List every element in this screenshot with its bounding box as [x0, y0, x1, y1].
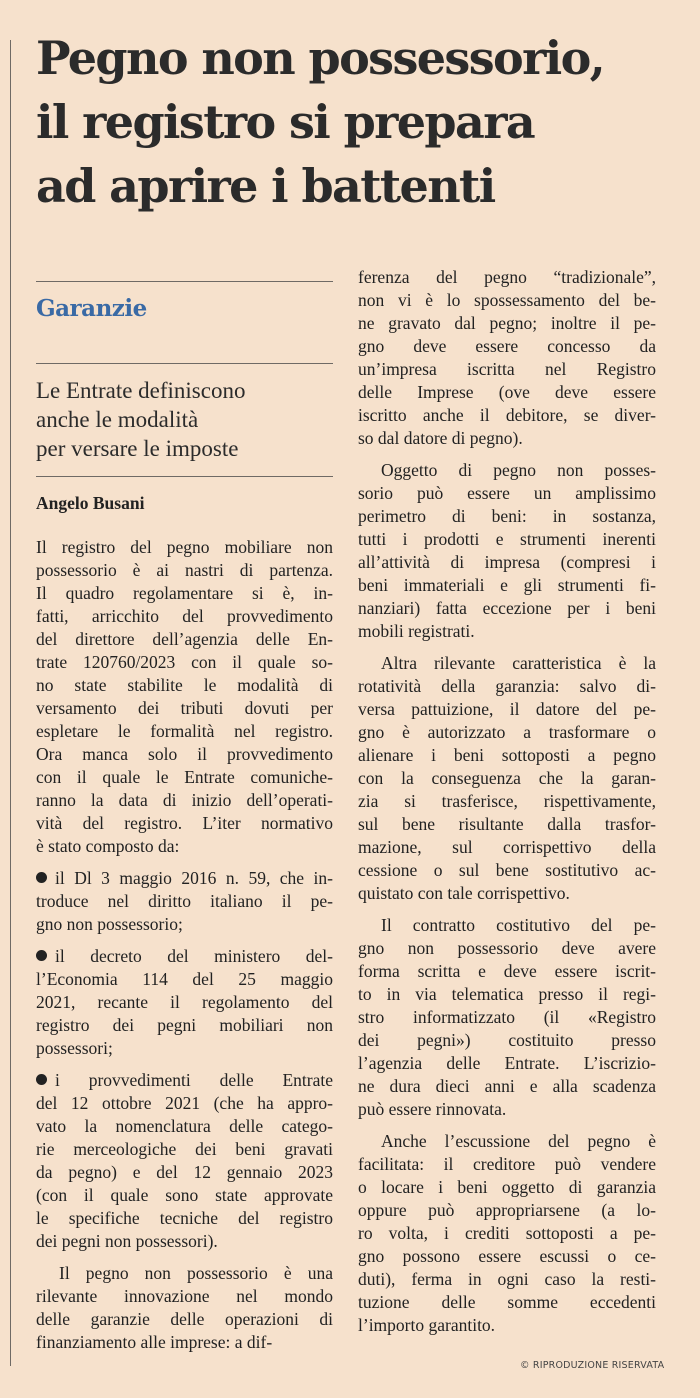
divider — [36, 476, 333, 477]
text-line: gno non possessorio deve avere — [358, 938, 656, 958]
text-line: all’attività di impresa (compresi i — [358, 552, 656, 572]
text-line: 2021, recante il regolamento del — [36, 992, 333, 1012]
text-line: rilevante innovazione nel mondo — [36, 1286, 333, 1306]
text-line: cessione o sul bene sostitutivo ac- — [358, 860, 656, 880]
text-line: non vi è lo spossessamento del be- — [358, 290, 656, 310]
article-body-right — [358, 266, 656, 1337]
text-line: fatti, arricchito del provvedimento — [36, 606, 333, 626]
article-body-left — [36, 536, 333, 1354]
text-line: ranno la data di inizio dell’operati- — [36, 790, 333, 810]
left-margin-rule — [10, 40, 11, 1366]
text-line: il decreto del ministero del- — [36, 945, 333, 968]
headline-line: Pegno non possessorio, — [36, 31, 605, 85]
summary-line: Le Entrate definiscono — [36, 378, 246, 403]
text-line: vità del registro. L’iter normativo — [36, 813, 333, 833]
headline-line: il registro si prepara — [36, 95, 535, 149]
summary-line: per versare le imposte — [36, 436, 239, 461]
text-line: Il registro del pegno mobiliare non — [36, 537, 333, 557]
text-line: possessori; — [36, 1038, 113, 1058]
headline — [36, 26, 676, 218]
text-line: stro informatizzato (il «Registro — [358, 1007, 656, 1027]
text-line: è stato composto da: — [36, 836, 180, 856]
text-line: alienare i beni sottoposti a pegno — [358, 745, 656, 765]
summary — [36, 376, 333, 463]
paragraph — [358, 459, 656, 643]
text-line: l’importo garantito. — [358, 1315, 496, 1335]
text-line: versa pattuizione, il datore del pe- — [358, 699, 656, 719]
text-line: gno non possessorio; — [36, 914, 183, 934]
text-line: possessorio è ai nastri di partenza. — [36, 560, 333, 580]
divider — [36, 281, 333, 282]
text-line: ne dura dieci anni e alla scadenza — [358, 1076, 656, 1096]
text-line: registro dei pegni mobiliari non — [36, 1015, 333, 1035]
text-line: o locare i beni oggetto di garanzia — [358, 1177, 656, 1197]
text-line: rotatività della garanzia: salvo di- — [358, 676, 656, 696]
text-line: sorio può essere un amplissimo — [358, 483, 656, 503]
text-line: nanziari) fatta eccezione per i beni — [358, 598, 656, 618]
bullet-item — [36, 945, 333, 1060]
text-line: (con il quale sono state approvate — [36, 1185, 333, 1205]
author-byline: Angelo Busani — [36, 493, 145, 513]
text-line: gno deve essere concesso da — [358, 336, 656, 356]
paragraph-gap — [358, 1121, 656, 1130]
text-line: perimetro di beni: in sostanza, — [358, 506, 656, 526]
text-line: trate 120760/2023 con il quale so- — [36, 652, 333, 672]
text-line: Il contratto costitutivo del pe- — [381, 915, 656, 935]
text-line: mobili registrati. — [358, 621, 475, 641]
text-line: i provvedimenti delle Entrate — [36, 1069, 333, 1092]
bullet-item — [36, 867, 333, 936]
text-line: quistato con tale corrispettivo. — [358, 883, 570, 903]
text-line: Altra rilevante caratteristica è la — [381, 653, 656, 673]
text-line: forma scritta e deve essere iscrit- — [358, 961, 656, 981]
text-line: rie merceologiche dei beni gravati — [36, 1139, 333, 1159]
text-line: Anche l’escussione del pegno è — [381, 1131, 656, 1151]
section-tag: Garanzie — [36, 295, 147, 322]
text-line: ne gravato dal pegno; inoltre il pe- — [358, 313, 656, 333]
text-line: può essere rinnovata. — [358, 1099, 507, 1119]
text-line: Oggetto di pegno non posses- — [381, 460, 656, 480]
paragraph — [36, 1262, 333, 1354]
text-line: gno possono essere escussi o ce- — [358, 1246, 656, 1266]
text-line: delle garanzie delle operazioni di — [36, 1309, 333, 1329]
text-line: duti), ferma in ogni caso la resti- — [358, 1269, 656, 1289]
text-line: del 12 ottobre 2021 (che ha appro- — [36, 1093, 333, 1113]
bullet-dot-icon — [36, 872, 47, 883]
text-line: l’agenzia delle Entrate. L’iscrizio- — [358, 1053, 656, 1073]
paragraph-gap — [358, 905, 656, 914]
text-line: to in via telematica presso il regi- — [358, 984, 656, 1004]
text-line: dei pegni») costituito presso — [358, 1030, 656, 1050]
text-line: ferenza del pegno “tradizionale”, — [358, 267, 656, 287]
paragraph — [36, 536, 333, 858]
text-line: con la conseguenza che la garan- — [358, 768, 656, 788]
text-line: mazione, sul corrispettivo della — [358, 837, 656, 857]
paragraph-gap — [36, 1060, 333, 1069]
bullet-dot-icon — [36, 1074, 47, 1085]
bullet-item — [36, 1069, 333, 1253]
headline-line: ad aprire i battenti — [36, 159, 495, 213]
right-column — [358, 266, 656, 1337]
paragraph — [358, 652, 656, 905]
paragraph — [358, 1130, 656, 1337]
text-line: so dal datore di pegno). — [358, 428, 523, 448]
text-line: sul bene risultante dalla trasfor- — [358, 814, 656, 834]
divider — [36, 363, 333, 364]
text-line: del direttore dell’agenzia delle En- — [36, 629, 333, 649]
paragraph — [358, 266, 656, 450]
text-line: espletare le formalità nel registro. — [36, 721, 333, 741]
text-line: oppure può appropriarsene (a lo- — [358, 1200, 656, 1220]
text-line: dei pegni non possessori). — [36, 1231, 218, 1251]
paragraph-gap — [36, 858, 333, 867]
paragraph-gap — [36, 1253, 333, 1262]
text-line: le specifiche tecniche del registro — [36, 1208, 333, 1228]
text-line: facilitata: il creditore può vendere — [358, 1154, 656, 1174]
paragraph — [358, 914, 656, 1121]
text-line: gno è autorizzato a trasformare o — [358, 722, 656, 742]
text-line: iscritto anche il debitore, se diver- — [358, 405, 656, 425]
text-line: versamento dei tributi dovuti per — [36, 698, 333, 718]
text-line: Ora manca solo il provvedimento — [36, 744, 333, 764]
paragraph-gap — [358, 643, 656, 652]
text-line: da pegno) e del 12 gennaio 2023 — [36, 1162, 333, 1182]
text-line: con il quale le Entrate comuniche- — [36, 767, 333, 787]
text-line: vato la nomenclatura delle catego- — [36, 1116, 333, 1136]
text-line: zia si trasferisce, rispettivamente, — [358, 791, 656, 811]
text-line: finanziamento alle imprese: a dif- — [36, 1332, 273, 1352]
text-line: beni immateriali e gli strumenti fi- — [358, 575, 656, 595]
bullet-dot-icon — [36, 950, 47, 961]
text-line: Il quadro regolamentare si è, in- — [36, 583, 333, 603]
text-line: tuzione delle somme eccedenti — [358, 1292, 656, 1312]
paragraph-gap — [358, 450, 656, 459]
left-column — [36, 281, 333, 1354]
text-line: ro volta, i crediti sottoposti a pe- — [358, 1223, 656, 1243]
text-line: l’Economia 114 del 25 maggio — [36, 969, 333, 989]
paragraph-gap — [36, 936, 333, 945]
text-line: no state stabilite le modalità di — [36, 675, 333, 695]
text-line: delle Imprese (ove deve essere — [358, 382, 656, 402]
text-line: troduce nel diritto italiano il pe- — [36, 891, 333, 911]
text-line: Il pegno non possessorio è una — [59, 1263, 333, 1283]
text-line: un’impresa iscritta nel Registro — [358, 359, 656, 379]
text-line: tutti i prodotti e strumenti inerenti — [358, 529, 656, 549]
text-line: il Dl 3 maggio 2016 n. 59, che in- — [36, 867, 333, 890]
copyright-notice: © RIPRODUZIONE RISERVATA — [520, 1360, 665, 1371]
summary-line: anche le modalità — [36, 407, 199, 432]
